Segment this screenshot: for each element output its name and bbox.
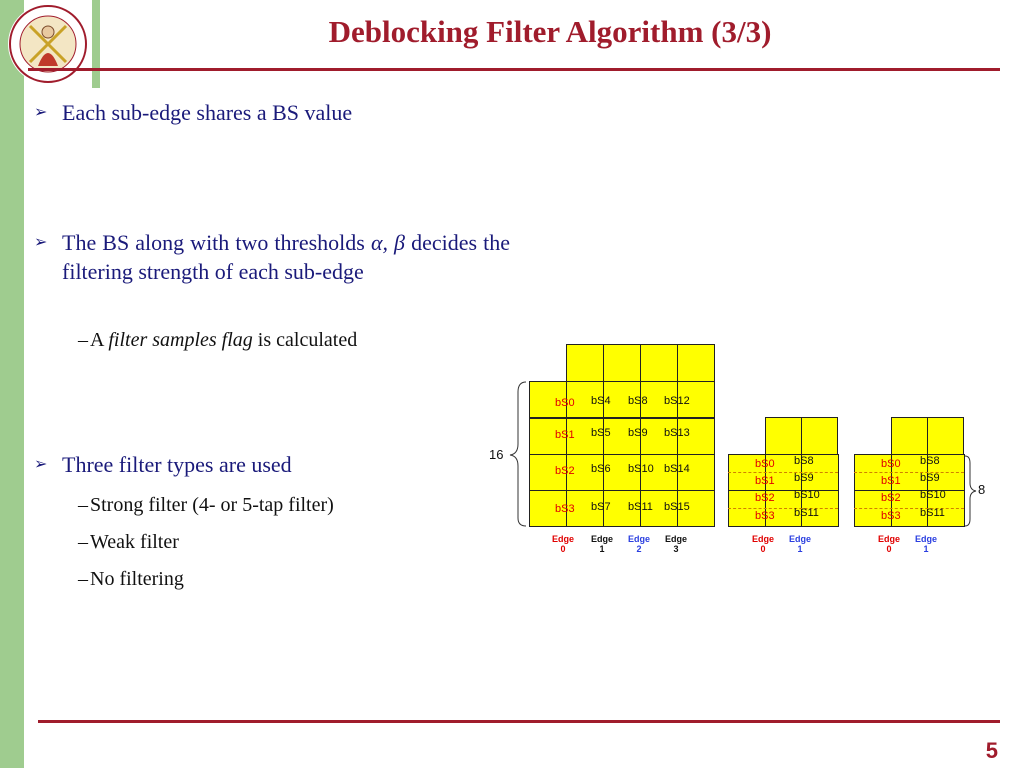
edge-number: 2 <box>636 544 642 554</box>
brace-label: 16 <box>489 447 504 462</box>
sub-text: Strong filter (4- or 5-tap filter) <box>90 494 334 516</box>
edge-number: 1 <box>599 544 605 554</box>
edge-label: Edge <box>627 534 650 544</box>
arrow-bullet-icon: ➢ <box>34 234 48 251</box>
left-green-bar <box>0 0 24 768</box>
brace-label: 8 <box>978 482 986 497</box>
bs-label: bS9 <box>794 472 814 484</box>
dash-bullet-icon: – <box>78 494 88 516</box>
bullet-2-text <box>62 228 510 286</box>
bs-label: bS9 <box>628 427 648 439</box>
grid-cell <box>801 417 838 455</box>
sub-bullet-strong <box>78 494 334 517</box>
edge-label: Edge <box>877 534 900 544</box>
page-number: 5 <box>985 738 998 763</box>
bs-label: bS1 <box>881 475 901 487</box>
bs-label: bS0 <box>555 397 575 409</box>
bs-label: bS13 <box>664 427 690 439</box>
bs-label: bS3 <box>881 510 901 522</box>
bullet-1-text: Each sub-edge shares a BS value <box>62 100 353 125</box>
arrow-bullet-icon: ➢ <box>34 104 48 121</box>
edge-number: 0 <box>760 544 766 554</box>
bs-label: bS10 <box>794 489 820 501</box>
sub-bullet-none <box>78 568 184 591</box>
sub-text-suffix: is calculated <box>252 329 358 351</box>
sub-bullet-weak <box>78 531 179 554</box>
bs-label: bS8 <box>794 455 814 467</box>
bs-label: bS0 <box>881 458 901 470</box>
arrow-bullet-icon: ➢ <box>34 456 48 473</box>
bs-label: bS15 <box>664 501 690 513</box>
bs-label: bS7 <box>591 501 611 513</box>
footer-divider <box>38 720 1000 723</box>
edge-number: 1 <box>797 544 803 554</box>
subrow-divider <box>728 472 838 473</box>
bs-label: bS10 <box>628 463 654 475</box>
dash-bullet-icon: – <box>78 329 88 351</box>
sub-bullet-filter-flag <box>78 329 357 352</box>
university-logo <box>8 4 88 84</box>
grid-cell <box>640 344 678 382</box>
bs-label: bS12 <box>664 395 690 407</box>
dash-bullet-icon: – <box>78 531 88 553</box>
sub-text: Weak filter <box>90 531 179 553</box>
bs-label: bS11 <box>794 507 819 519</box>
bs-label: bS11 <box>920 507 945 519</box>
bullet-2-text-part: The BS along with two thresholds <box>62 230 371 255</box>
grid-cell <box>891 417 928 455</box>
bs-label: bS2 <box>755 492 775 504</box>
bs-label: bS1 <box>555 429 575 441</box>
bs-label: bS4 <box>591 395 611 407</box>
dash-bullet-icon: – <box>78 568 88 590</box>
sub-text: A <box>90 329 109 351</box>
grid-cell <box>566 344 604 382</box>
slide-title: Deblocking Filter Algorithm (3/3) <box>328 14 772 49</box>
edge-label: Edge <box>664 534 687 544</box>
edge-label: Edge <box>590 534 613 544</box>
bs-label: bS5 <box>591 427 611 439</box>
bs-label: bS9 <box>920 472 940 484</box>
bs-label: bS3 <box>555 503 575 515</box>
subrow-divider <box>728 508 838 509</box>
edge-number: 3 <box>673 544 679 554</box>
bs-label: bS0 <box>755 458 775 470</box>
edge-label: Edge <box>751 534 774 544</box>
brace-icon <box>964 455 978 527</box>
bs-label: bS8 <box>920 455 940 467</box>
grid-cell <box>603 344 641 382</box>
sub-text: No filtering <box>90 568 184 590</box>
top-green-bar <box>92 0 100 88</box>
bs-label: bS14 <box>664 463 690 475</box>
bs-label: bS3 <box>755 510 775 522</box>
bs-label: bS2 <box>881 492 901 504</box>
edge-number: 0 <box>886 544 892 554</box>
bullet-3-text: Three filter types are used <box>62 452 292 477</box>
edge-label: Edge <box>551 534 574 544</box>
grid-cell <box>765 417 802 455</box>
bs-label: bS10 <box>920 489 946 501</box>
subrow-divider <box>854 508 964 509</box>
title-divider <box>28 68 1000 71</box>
grid-cell <box>677 344 715 382</box>
bs-label: bS8 <box>628 395 648 407</box>
subrow-divider <box>854 472 964 473</box>
bullet-2-text-italic: α, β <box>370 230 406 255</box>
brace-icon <box>508 380 528 530</box>
edge-label: Edge <box>914 534 937 544</box>
edge-label: Edge <box>788 534 811 544</box>
bs-label: bS11 <box>628 501 653 513</box>
bullet-2-text-rest: decides the filtering strength of each sub-edge <box>62 230 510 284</box>
bs-label: bS1 <box>755 475 775 487</box>
bs-label: bS2 <box>555 465 575 477</box>
sub-text-italic: filter samples flag <box>108 329 253 351</box>
grid-cell <box>927 417 964 455</box>
edge-number: 1 <box>923 544 929 554</box>
edge-number: 0 <box>560 544 566 554</box>
bs-label: bS6 <box>591 463 611 475</box>
